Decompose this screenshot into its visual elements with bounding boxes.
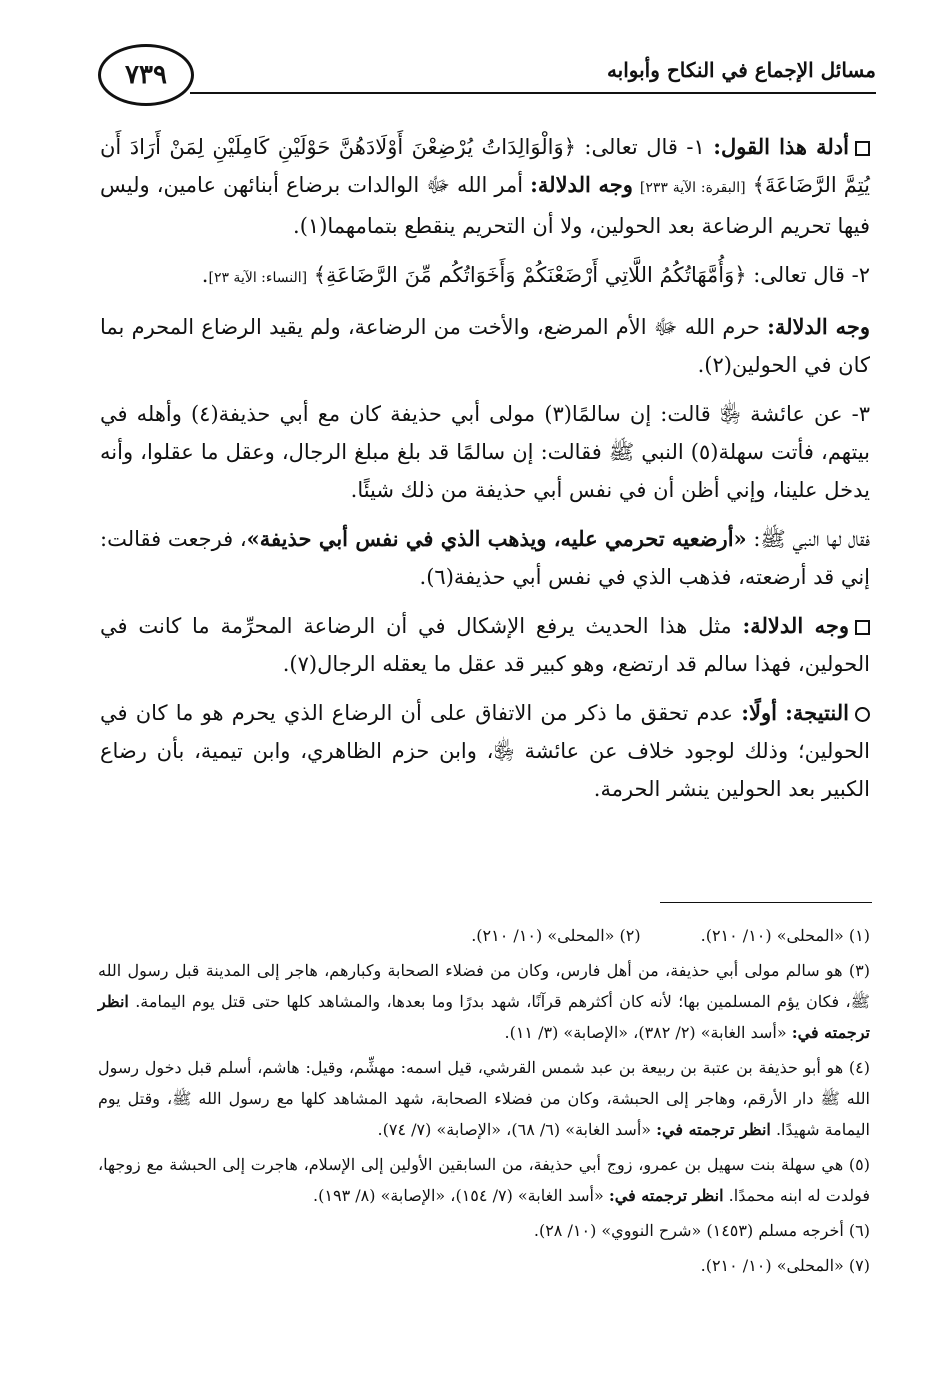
footnote-7: [98, 1250, 870, 1281]
evidence-2-end: .: [201, 263, 209, 287]
footnote-4-sources: «أسد الغابة» (٦/ ٦٨)، «الإصابة» (٧/ ٧٤).: [377, 1120, 652, 1139]
footnote-5-label: انظر ترجمته في:: [608, 1186, 724, 1205]
footnote-3-sources: «أسد الغابة» (٢/ ٣٨٢)، «الإصابة» (٣/ ١١).: [504, 1023, 787, 1042]
evidence-2-text: ٢- قال تعالى: ﴿وَأُمَّهَاتُكُمُ اللَّاتِي أَرْضَعْنَكُمْ وَأَخَوَاتُكُم مِّنَ الرَّضَاعَةِ﴾: [313, 263, 870, 287]
footnote-1-2: [98, 920, 870, 951]
paragraph-hadith: [100, 520, 870, 596]
footnote-5-text: (٥) هي سهلة بنت سهيل بن عمرو، زوج أبي حذيفة، من السابقين الأولين إلى الإسلام، هاجرت إلى الحبشة مع زوجها، فولدت له ابنه محمدًا.: [98, 1155, 871, 1205]
footnote-5-sources: «أسد الغابة» (٧/ ١٥٤)، «الإصابة» (٨/ ١٩٣).: [313, 1186, 604, 1205]
footnote-4-label: انظر ترجمته في:: [656, 1120, 771, 1139]
evidence-heading: أدلة هذا القول:: [713, 134, 849, 159]
paragraph-evidence-1: [100, 128, 870, 245]
footnotes: [98, 920, 870, 1285]
hadith-lead: فقال لها النبي ﷺ:: [753, 527, 870, 551]
result-label: النتيجة:: [785, 700, 849, 725]
paragraph-evidence-2: [100, 256, 870, 297]
verse-reference: [البقرة: الآية ٢٣٣]: [639, 180, 746, 196]
square-bullet-icon: [855, 141, 870, 156]
paragraph-evidence-3: [100, 395, 870, 509]
footnote-6: [98, 1215, 870, 1246]
footnote-6-text: (٦) أخرجه مسلم (١٤٥٣) «شرح النووي» (١٠/ ٢٨).: [533, 1221, 870, 1240]
footnote-3-label: انظر ترجمته في:: [98, 992, 870, 1042]
footnote-5: [98, 1149, 870, 1211]
hadith-text: ، فرجعت فقالت: إني قد أرضعته، فذهب الذي في نفس أبي حذيفة(٦).: [100, 527, 870, 589]
square-bullet-icon: [855, 620, 870, 635]
footnote-1: (١) «المحلى» (١٠/ ٢١٠).: [700, 926, 870, 945]
evidence-2-point-text: حرم الله ﷻ الأم المرضع، والأخت من الرضاعة، ولم يقيد الرضاع المحرم بما كان في الحولين(٢).: [100, 315, 870, 377]
footnote-3: [98, 955, 870, 1048]
main-text: [100, 128, 870, 819]
paragraph-result: [100, 694, 870, 808]
footnote-3-text: (٣) هو سالم مولى أبي حذيفة، من أهل فارس، وكان من فضلاء الصحابة وكبارهم، هاجر إلى المدينة قبل رسول الله ﷺ، فكان يؤم المسلمين بها؛ لأنه كان أكثرهم قرآنًا، شهد بدرًا وما بعدها، والمشاهد كلها حتى قتل يوم اليمامة.: [98, 961, 870, 1011]
evidence-3-point-label: وجه الدلالة:: [742, 613, 849, 638]
verse-reference: [النساء: الآية ٢٣]: [208, 270, 308, 286]
footnote-divider: [660, 902, 872, 903]
paragraph-evidence-2-point: [100, 308, 870, 384]
footnote-4: [98, 1052, 870, 1145]
footnote-4-text: (٤) هو أبو حذيفة بن عتبة بن ربيعة بن عبد شمس القرشي، قيل اسمه: مهشِّم، وقيل: هاشم، أسلم قبل دخول رسول الله ﷺ دار الأرقم، وهاجر إلى الحبشة، وكان من فضلاء الصحابة، شهد المشاهد كلها مع رسول الله ﷺ، وقتل يوم اليمامة شهيدًا.: [98, 1058, 870, 1139]
evidence-3-text: ٣- عن عائشة ﵂ قالت: إن سالمًا(٣) مولى أبي حذيفة كان مع أبي حذيفة(٤) وأهله في بيتهم، فأتت سهلة(٥) النبي ﷺ فقالت: إن سالمًا قد بلغ مبلغ الرجال، وعقل ما عقلوا، وأنه يدخل علينا، وإني أظن أن في نفس أبي حذيفة من ذلك شيئًا.: [100, 402, 870, 502]
evidence-2-point-label: وجه الدلالة:: [767, 314, 870, 339]
footnote-2: (٢) «المحلى» (١٠/ ٢١٠).: [471, 926, 641, 945]
footnote-7-text: (٧) «المحلى» (١٠/ ٢١٠).: [700, 1256, 870, 1275]
result-text: عدم تحقق ما ذكر من الاتفاق على أن الرضاع الذي يحرم هو ما كان في الحولين؛ وذلك لوجود خلاف عن عائشة ﵂، وابن حزم الظاهري، وابن تيمية، بأن رضاع الكبير بعد الحولين ينشر الحرمة.: [100, 701, 870, 801]
running-title: مسائل الإجماع في النكاح وأبوابه: [606, 58, 876, 82]
page-number: ٧٣٩: [98, 44, 194, 106]
result-first-label: أولًا:: [741, 700, 777, 725]
page-header: [98, 44, 876, 114]
header-divider: [190, 92, 876, 94]
evidence-1-point-label: وجه الدلالة:: [530, 172, 633, 197]
circle-bullet-icon: [855, 707, 870, 722]
paragraph-evidence-3-point: [100, 607, 870, 683]
evidence-3-point-text: مثل هذا الحديث يرفع الإشكال في أن الرضاعة المحرِّمة ما كانت في الحولين، فهذا سالم قد ارتضع، وهو كبير قد عقل ما يعقله الرجال(٧).: [100, 614, 870, 676]
evidence-1-point-text: أمر الله ﷻ الوالدات برضاع أبنائهن عامين، وليس فيها تحريم الرضاعة بعد الحولين، ولا أن التحريم ينقطع بتمامهما(١).: [100, 173, 870, 238]
hadith-quote: «أرضعيه تحرمي عليه، ويذهب الذي في نفس أبي حذيفة»: [246, 526, 747, 551]
evidence-1-text: ١- قال تعالى: ﴿وَالْوَالِدَاتُ يُرْضِعْنَ أَوْلَادَهُنَّ حَوْلَيْنِ كَامِلَيْنِ لِمَنْ أَرَادَ أَن يُتِمَّ الرَّضَاعَةَ﴾: [100, 135, 870, 197]
